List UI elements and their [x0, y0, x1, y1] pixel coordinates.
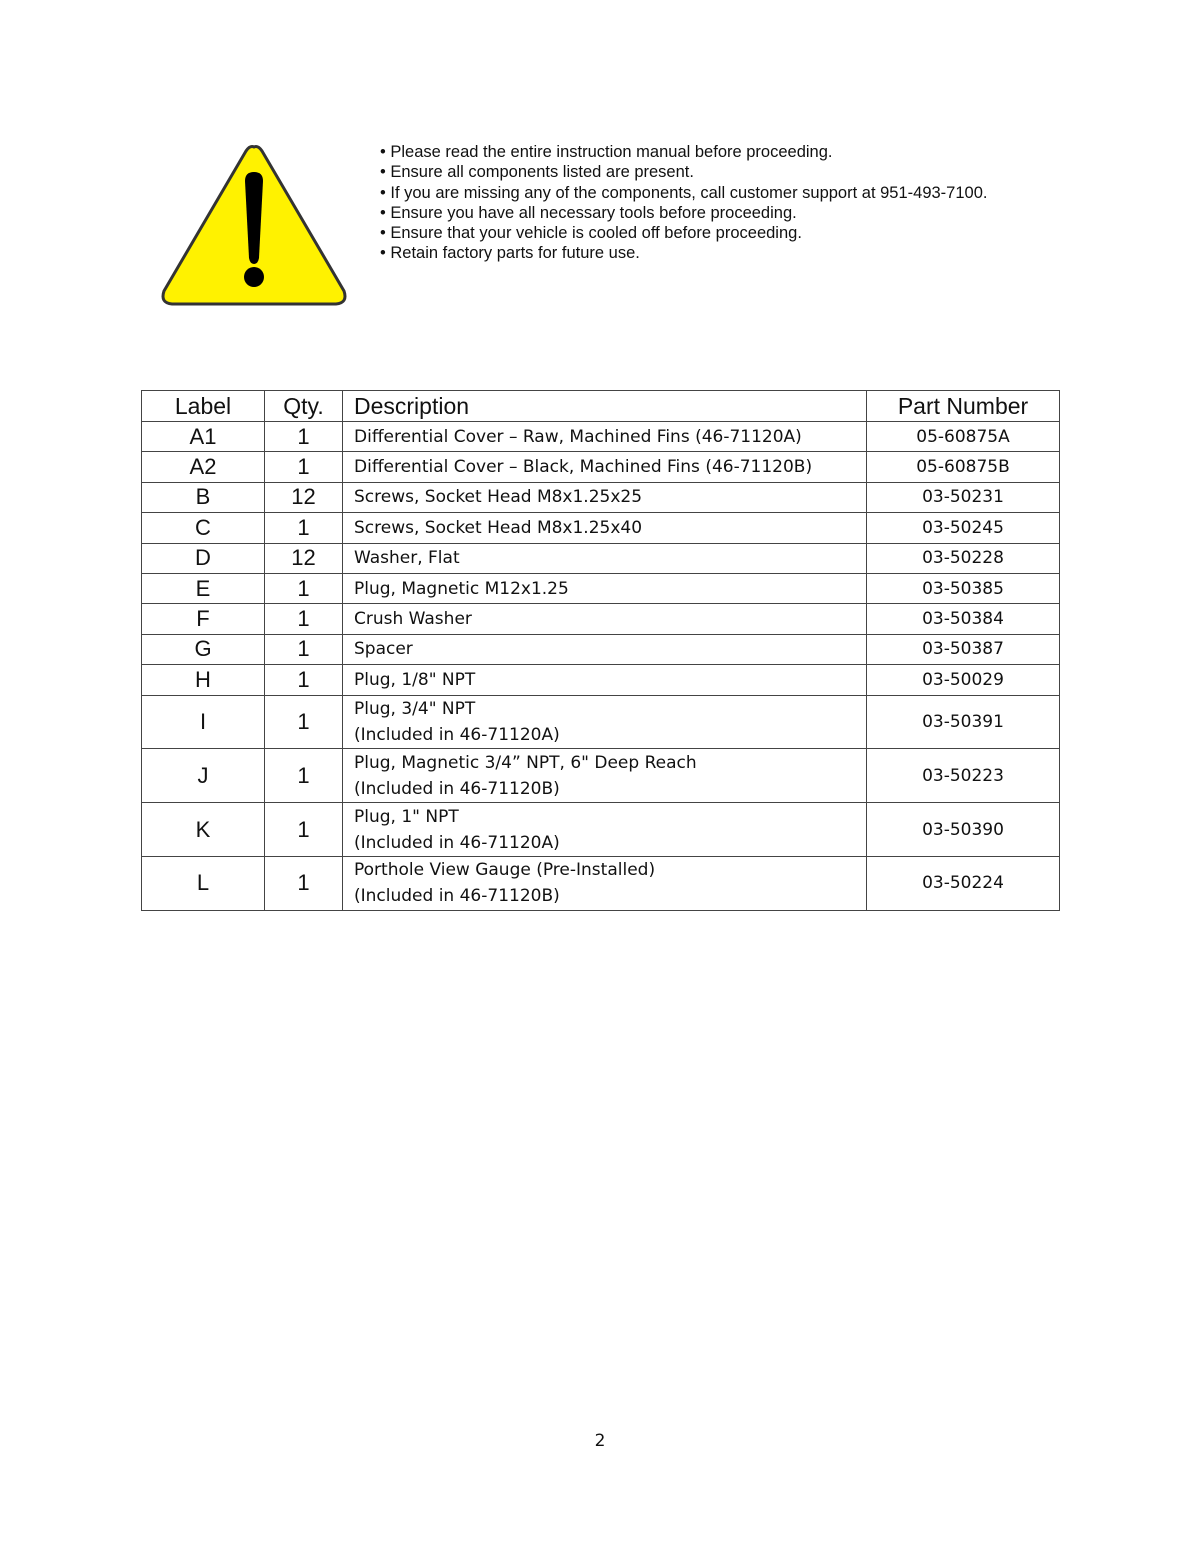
- row-part-number: 03-50231: [867, 482, 1060, 512]
- row-qty: 1: [265, 573, 343, 603]
- description-line: (Included in 46-71120B): [354, 778, 560, 799]
- precaution-notes: [380, 142, 987, 264]
- header-description: Description: [343, 391, 867, 422]
- row-part-number: 03-50387: [867, 634, 1060, 664]
- description-line: (Included in 46-71120A): [354, 724, 560, 745]
- row-qty: 1: [265, 422, 343, 452]
- table-row: [142, 452, 1060, 482]
- row-label: A1: [142, 422, 265, 452]
- table-row: [142, 573, 1060, 603]
- note-item: • Retain factory parts for future use.: [380, 243, 987, 263]
- row-description: [343, 803, 867, 857]
- row-qty: 1: [265, 604, 343, 634]
- table-row: [142, 749, 1060, 803]
- row-label: E: [142, 573, 265, 603]
- row-label: I: [142, 695, 265, 749]
- table-header-row: [142, 391, 1060, 422]
- row-qty: 1: [265, 749, 343, 803]
- row-part-number: 03-50245: [867, 513, 1060, 543]
- description-line: Differential Cover – Raw, Machined Fins (46-71120A): [354, 426, 802, 447]
- row-qty: 1: [265, 513, 343, 543]
- table-row: [142, 634, 1060, 664]
- table-row: [142, 665, 1060, 695]
- table-row: [142, 513, 1060, 543]
- row-description: [343, 634, 867, 664]
- row-qty: 1: [265, 634, 343, 664]
- note-item: • Please read the entire instruction manual before proceeding.: [380, 142, 987, 162]
- table-row: [142, 695, 1060, 749]
- row-part-number: 03-50384: [867, 604, 1060, 634]
- row-label: C: [142, 513, 265, 543]
- page-number: 2: [594, 1431, 606, 1451]
- table-row: [142, 803, 1060, 857]
- row-label: B: [142, 482, 265, 512]
- description-line: Plug, Magnetic M12x1.25: [354, 578, 569, 599]
- row-part-number: 05-60875A: [867, 422, 1060, 452]
- row-qty: 1: [265, 665, 343, 695]
- description-line: Plug, 1/8" NPT: [354, 669, 476, 690]
- description-line: Plug, 1" NPT: [354, 806, 459, 827]
- note-item: • Ensure that your vehicle is cooled off before proceeding.: [380, 223, 987, 243]
- header-part-number: Part Number: [867, 391, 1060, 422]
- note-item: • Ensure all components listed are present.: [380, 162, 987, 182]
- row-part-number: 03-50223: [867, 749, 1060, 803]
- row-qty: 1: [265, 695, 343, 749]
- row-description: [343, 749, 867, 803]
- exclamation-dot: [244, 267, 264, 287]
- row-part-number: 05-60875B: [867, 452, 1060, 482]
- row-qty: 1: [265, 803, 343, 857]
- row-description: [343, 543, 867, 573]
- table-row: [142, 543, 1060, 573]
- row-label: H: [142, 665, 265, 695]
- row-description: [343, 856, 867, 910]
- row-part-number: 03-50228: [867, 543, 1060, 573]
- row-label: D: [142, 543, 265, 573]
- row-qty: 12: [265, 543, 343, 573]
- row-description: [343, 665, 867, 695]
- table-row: [142, 604, 1060, 634]
- row-label: G: [142, 634, 265, 664]
- warning-icon: [158, 141, 350, 309]
- note-item: • Ensure you have all necessary tools before proceeding.: [380, 203, 987, 223]
- row-label: K: [142, 803, 265, 857]
- description-line: Plug, 3/4" NPT: [354, 698, 476, 719]
- row-description: [343, 482, 867, 512]
- row-qty: 12: [265, 482, 343, 512]
- row-part-number: 03-50390: [867, 803, 1060, 857]
- table-row: [142, 422, 1060, 452]
- row-label: L: [142, 856, 265, 910]
- row-part-number: 03-50385: [867, 573, 1060, 603]
- row-part-number: 03-50391: [867, 695, 1060, 749]
- row-description: [343, 513, 867, 543]
- row-label: A2: [142, 452, 265, 482]
- row-description: [343, 604, 867, 634]
- parts-table: [141, 390, 1060, 911]
- description-line: Porthole View Gauge (Pre-Installed): [354, 860, 656, 881]
- header-qty: Qty.: [265, 391, 343, 422]
- description-line: Plug, Magnetic 3/4” NPT, 6" Deep Reach: [354, 752, 697, 773]
- description-line: Washer, Flat: [354, 548, 460, 569]
- row-qty: 1: [265, 856, 343, 910]
- description-line: Differential Cover – Black, Machined Fins (46-71120B): [354, 457, 813, 478]
- row-description: [343, 422, 867, 452]
- description-line: Spacer: [354, 639, 413, 660]
- row-description: [343, 452, 867, 482]
- table-row: [142, 482, 1060, 512]
- description-line: (Included in 46-71120B): [354, 886, 560, 907]
- row-label: F: [142, 604, 265, 634]
- description-line: Screws, Socket Head M8x1.25x40: [354, 517, 643, 538]
- table-row: [142, 856, 1060, 910]
- row-description: [343, 573, 867, 603]
- row-qty: 1: [265, 452, 343, 482]
- description-line: (Included in 46-71120A): [354, 832, 560, 853]
- row-description: [343, 695, 867, 749]
- note-item: • If you are missing any of the components, call customer support at 951-493-7100.: [380, 183, 987, 203]
- header-label: Label: [142, 391, 265, 422]
- description-line: Screws, Socket Head M8x1.25x25: [354, 487, 643, 508]
- description-line: Crush Washer: [354, 609, 472, 630]
- row-part-number: 03-50224: [867, 856, 1060, 910]
- row-label: J: [142, 749, 265, 803]
- row-part-number: 03-50029: [867, 665, 1060, 695]
